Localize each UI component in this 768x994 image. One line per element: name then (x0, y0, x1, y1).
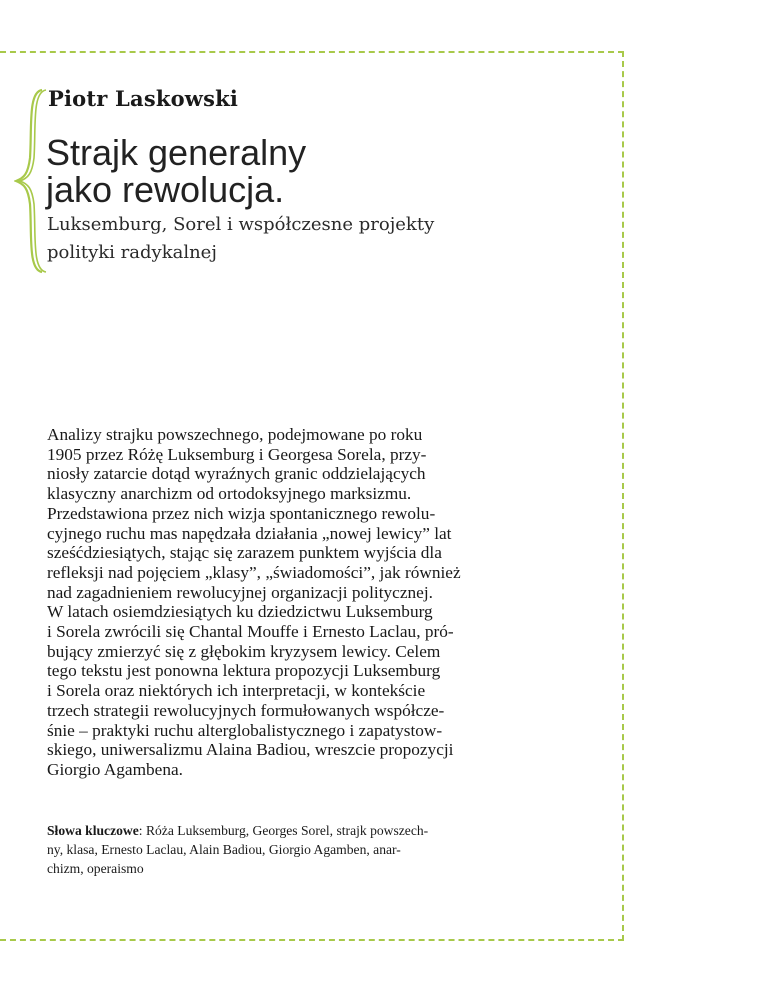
curly-brace-decoration (14, 88, 48, 274)
abstract-line: bujący zmierzyć się z głębokim kryzysem lewicy. Celem (47, 641, 441, 661)
abstract-line: i Sorela zwrócili się Chantal Mouffe i Ernesto Laclau, pró- (47, 622, 454, 642)
abstract-line: sześćdziesiątych, stając się zarazem punktem wyjścia dla (47, 543, 442, 563)
abstract-line: cyjnego ruchu mas napędzała działania „nowej lewicy” lat (47, 523, 452, 543)
frame-right-border (622, 51, 624, 941)
keywords-text: chizm, operaismo (47, 861, 144, 876)
keywords-text: : Róża Luksemburg, Georges Sorel, strajk powszech- (138, 823, 429, 838)
abstract-line: niosły zatarcie dotąd wyraźnych granic oddzielających (47, 464, 426, 484)
abstract-line: Przedstawiona przez nich wizja spontanicznego rewolu- (47, 503, 436, 523)
abstract-line: nad zagadnieniem rewolucyjnej organizacji politycznej. (47, 582, 433, 602)
article-title (46, 134, 306, 208)
keywords-paragraph (47, 821, 527, 878)
abstract-line: trzech strategii rewolucyjnych formułowanych współcze- (47, 700, 445, 720)
article-subtitle (47, 211, 507, 267)
abstract-line: W latach osiemdziesiątych ku dziedzictwu Luksemburg (47, 602, 433, 622)
abstract-line: 1905 przez Różę Luksemburg i Georgesa Sorela, przy- (47, 444, 427, 464)
abstract-line: Giorgio Agambena. (47, 759, 183, 779)
frame-bottom-border (0, 939, 624, 941)
abstract-line: śnie – praktyki ruchu alterglobalistycznego i zapatystow- (47, 720, 443, 740)
frame-top-border (0, 51, 624, 53)
abstract-line: skiego, uniwersalizmu Alaina Badiou, wreszcie propozycji (47, 740, 454, 760)
abstract-line: klasyczny anarchizm od ortodoksyjnego marksizmu. (47, 484, 412, 504)
keywords-label: Słowa kluczowe (47, 823, 139, 838)
abstract-line: Analizy strajku powszechnego, podejmowane po roku (47, 425, 423, 444)
abstract-line: refleksji nad pojęciem „klasy”, „świadomości”, jak również (47, 562, 461, 582)
abstract-paragraph (47, 425, 517, 780)
author-name: Piotr Laskowski (48, 86, 239, 111)
subtitle-line: polityki radykalnej (47, 242, 217, 263)
title-line: Strajk generalny (46, 132, 307, 173)
subtitle-line: Luksemburg, Sorel i współczesne projekty (47, 214, 435, 235)
title-line: jako rewolucja. (46, 169, 285, 210)
keywords-text: ny, klasa, Ernesto Laclau, Alain Badiou, Giorgio Agamben, anar- (47, 842, 401, 857)
abstract-line: i Sorela oraz niektórych ich interpretacji, w kontekście (47, 681, 426, 701)
abstract-line: tego tekstu jest ponowna lektura propozycji Luksemburg (47, 661, 441, 681)
